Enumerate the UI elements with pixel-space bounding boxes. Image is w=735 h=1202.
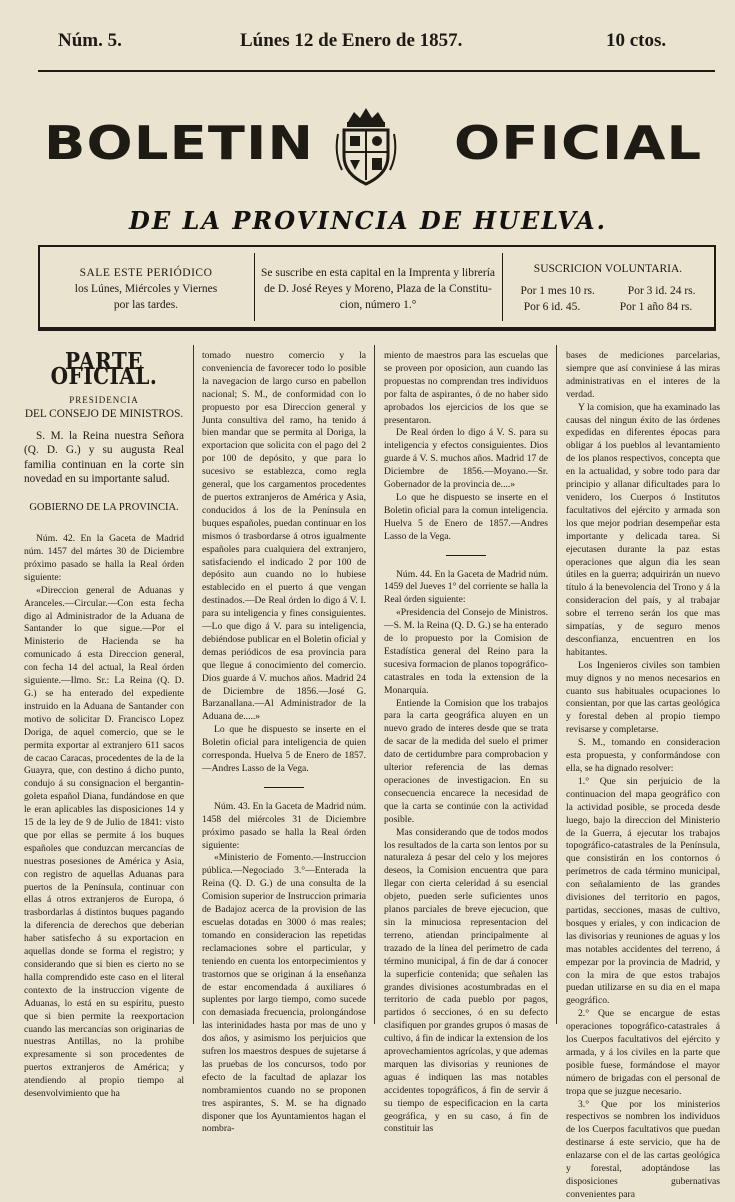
column-divider: [193, 345, 194, 1024]
column-1: [24, 347, 184, 1101]
column-2: [202, 350, 366, 1136]
article-paragraph: Y la comision, que ha examinado las causas del ningun éxito de las órdenes expedidas en diferentes épocas para obligar á los pueblos al levantamiento de los planos respectivos, concepta que en la actualidad, y sobre todo para dar principio y allanar dificultades para lo venidero, los Cuerpos ó Institutos facultativos del ejército y armada son los que mejor podrian desempeñar esta importante y delicada tarea. Si ejecutasen durante la paz estas operaciones que algun dia les sean útiles en la guerra; adquirirán un nuevo título á la benevolencia del Trono y á la consideracion del país, y al trabajar sobre el terreno serán los que mas simpatías, y de seguro menos desconfianza, encuentren en los habitantes.: [566, 401, 720, 658]
subscription-place-line1: Se suscribe en esta capital en la Imprenta y librería: [260, 267, 496, 279]
column-divider: [556, 345, 557, 1024]
price-row: [504, 299, 712, 315]
article-paragraph: Entiende la Comision que los trabajos para la carta geográfica aluyen en un nuevo grado de interes desde que se trata de sacar de la medida del suelo el primer dato de certidumbre para comprobacion y ulterior referencia de las demas operaciones de investigacion. En su consecuencia encarece la necesidad de que la carta se continúe con la actividad posible.: [384, 697, 548, 825]
subscription-place-line2: de D. José Reyes y Moreno, Plaza de la Constitu-: [264, 283, 492, 295]
column-4: [566, 350, 720, 1202]
article-paragraph: «Presidencia del Consejo de Ministros.—S. M. la Reina (Q. D. G.) se ha enterado de lo propuesto por la Comision de Estadística general del Reino para la sucesiva formacion de planos topográfico-catastrales en toda la extension de la Monarquía.: [384, 607, 548, 696]
header-line: [40, 30, 713, 52]
column-3: [384, 350, 548, 1136]
masthead-subtitle: DE LA PROVINCIA DE HUELVA.: [129, 206, 607, 235]
issue-date: Lúnes 12 de Enero de 1857.: [240, 30, 463, 51]
price-cell: Por 1 mes 10 rs.: [520, 285, 595, 297]
article-paragraph: Núm. 43. En la Gaceta de Madrid núm. 1458 del miércoles 31 de Diciembre próximo pasado se halla la Real órden siguiente:: [202, 800, 366, 851]
price-row: [504, 283, 712, 299]
top-rule: [38, 70, 715, 72]
publication-days: [40, 265, 252, 345]
subscription-place-line3: cion, número 1.°: [339, 299, 417, 311]
article-paragraph: Los Ingenieros civiles son tambien muy dignos y no menos necesarios en cuanto sus habituales ocupaciones lo consientan, por que las cartas geológica y forestal deben al propio tiempo revisarse y completarse.: [566, 659, 720, 736]
article-paragraph: 2.° Que se encargue de estas operaciones topográfico-catastrales á los Cuerpos facultativos del ejército y armada, y á los civiles en la parte que posible fuese, formándose el mayor número de brigadas con el personal de tropa que se juzgue necesario.: [566, 1008, 720, 1097]
price-cell: Por 3 id. 24 rs.: [627, 285, 696, 297]
coat-of-arms-icon: [334, 104, 398, 188]
separator: [202, 782, 366, 795]
issue-price: 10 ctos.: [606, 30, 667, 51]
issue-number: Núm. 5.: [58, 30, 122, 51]
royal-health-notice: S. M. la Reina nuestra Señora (Q. D. G.) y su augusta Real familia continuan en la corte sin novedad en su importante salud.: [24, 430, 184, 485]
publication-days-text: los Lúnes, Miércoles y Viernes: [74, 283, 218, 295]
title-oficial: OFICIAL: [454, 116, 703, 170]
publication-days-title: SALE ESTE PERIÓDICO: [79, 267, 213, 279]
article-paragraph: tomado nuestro comercio y la conveniencia de favorecer todo lo posible la navegacion de largo curso en pabellon nacional; S. M., de conformidad con lo propuesto por esa Direccion general y Junta consultiva del ramo, ha tenido á bien mandar que se permita al Doriga, la exportacion que solicita con el pago del 2 por 100 de depósito, y que para lo sucesivo se establezca, como regla general, que los cargamentos procedentes de puertos extranjeros de América y Asia, conducidos á los de la Península en buques españoles, puedan continuar en los mismos ó trasbordarse á otros igualmente españoles para cualquiera del extranjero, satisfaciendo el indicado 2 por 100 de depósito aun cuando no lo hubiese establecido en el puerto á que vengan destinados.—De Real órden lo digo á V. I. para su inteligencia y fines consiguientes.—Lo que digo á V. para su inteligencia, debiéndose publicar en el Boletin oficial y demas periódicos de esa provincia para que llegue á conocimiento del comercio. Dios guarde á V. muchos años. Madrid 24 de Diciembre de 1856.—José G. Barzanallana.—Al Administrador de la Aduana de.....»: [202, 350, 366, 723]
section-heading: PARTE OFICIAL.: [50, 347, 158, 390]
consejo-heading: DEL CONSEJO DE MINISTROS.: [24, 407, 184, 420]
article-paragraph: Mas considerando que de todos modos los resultados de la carta son lentos por su naturaleza á pesar del celo y los mejores deseos, la Comision encuentra que para llegar con cierta celeridad á su esencial objeto, pueden serle suficientes unos planos parciales de breve ejecucion, que sin la minuciosa representacion del terreno, atiendan principalmente al trazado de la línea del perímetro de cada término municipal, á fin de dar á conocer la superficie contenida; que señalen las grandes divisiones acostumbradas en el territorio de cada pueblo por pagos, partidos ó secciones, ó en su defecto clasifiquen por grandes grupos ó masas de cultivo, á fin de indicar la extension de los aprovechamientos agrícolas, y que ademas marquen las divisorias y reuniones de aguas é indiquen las mas notables accidentes topográficos, á fin de servir á su tiempo de especificacion en la carta geográfica, y en su caso, á fin de constituir las: [384, 826, 548, 1135]
title-boletin: BOLETIN: [44, 116, 315, 170]
box-divider: [502, 253, 503, 321]
price-cell: Por 6 id. 45.: [523, 301, 581, 313]
subscription-prices: [504, 261, 712, 341]
article-paragraph: Lo que he dispuesto se inserte en el Boletin oficial para inteligencia de quien corresponda. Huelva 5 de Enero de 1857.—Andres Lasso de la Vega.: [202, 724, 366, 774]
article-paragraph: De Real órden lo digo á V. S. para su inteligencia y efectos consiguientes. Dios guarde á V. S. muchos años. Madrid 17 de Diciembre de 1856.—Moyano.—Sr. Gobernador de la provincia de....»: [384, 427, 548, 491]
subscription-title: SUSCRICION VOLUNTARIA.: [533, 263, 683, 275]
article-paragraph: Lo que he dispuesto se inserte en el Boletin oficial para la comun inteligencia. Huelva 5 de Enero de 1857.—Andres Lasso de la Vega.: [384, 491, 548, 542]
masthead: [40, 104, 703, 204]
presidencia-label: PRESIDENCIA: [69, 394, 139, 405]
price-cell: Por 1 año 84 rs.: [619, 301, 693, 313]
article-paragraph: bases de mediciones parcelarias, siempre que así conviniese á las miras administrativas en el interes de la verdad.: [566, 350, 720, 400]
subscription-box: [38, 245, 716, 331]
article-paragraph: 3.° Que por los ministerios respectivos se nombren los individuos de los Cuerpos facultativos que puedan destinarse á este servicio, que ha de enlazarse con el de las cartas geológica y forestal, adoptándose las disposiciones gubernativas convenientes para: [566, 1098, 720, 1200]
publication-days-time: por las tardes.: [113, 299, 179, 311]
separator: [384, 550, 548, 563]
column-divider: [374, 345, 375, 1024]
box-divider: [254, 253, 255, 321]
article-paragraph: S. M., tomando en consideracion esta propuesta, y conformándose con ella, se ha dignado resolver:: [566, 737, 720, 774]
article-paragraph: 1.° Que sin perjuicio de la continuacion del mapa geográfico con la actividad posible, se proceda desde luego, bajo la direccion del Ministerio de la Guerra, á ejecutar los trabajos topográfico-catastrales de la Península, que consistirán en los contornos ó perímetros de cada término municipal, con señalamiento de las grandes divisiones del territorio en pagos, partidas, secciones, masas de cultivo, bosques y eriales, y con indicacion de las divisorias y reuniones de aguas y los mas notables accidentes del terreno, á empezar por la provincia de Madrid, y con la mira de que estos trabajos puedan utilizarse en su dia en el mapa geográfico.: [566, 775, 720, 1007]
gobierno-heading: GOBIERNO DE LA PROVINCIA.: [29, 502, 179, 514]
subscription-place: [256, 265, 500, 345]
article-paragraph: miento de maestros para las escuelas que se proveen por oposicion, aun cuando las propuestas no comprendan tres individuos por falta de aspirantes, ó de no haber sido aprobados los ejercicios de los que se presentaron.: [384, 350, 548, 426]
article-paragraph: «Direccion general de Aduanas y Aranceles.—Circular.—Con esta fecha digo al Administrador de la Aduana de Santander lo que sigue.—Por el Ministerio de Hacienda se ha comunicado á esta Direccion general, con fecha 14 del actual, la Real órden siguiente.—Ilmo. Sr.: La Reina (Q. D. G.) se ha enterado del expediente instruido en la Aduana de Santander con motivo de solicitar D. Francisco Lopez Doriga, de aquel comercio, que se le permita exportar al extranjero 611 sacos de cacao Caracas, procedentes de la de la Guayra, que, con destino á dicho punto, condujo á su consignacion el bergantin-goleta español Diana, fundándose en que le eran aplicables las disposiciones 14 y 15 de la ley de 9 de Julio de 1841: visto que por ellas se permite á los buques españoles que conduzcan mercancías de nuestras posesiones de América y Asia, con registro de aquellas Aduanas para puertos de la Península, continuar con ellas á otros extranjeros de Europa, ó trasbordarlas á distintos buques pagando la diferencia de derechos que deberian haber satisfecho á su exportacion en aquellas donde se forma el registro; y considerando que si bien es cierto no se halla comprendido este caso en el literal contexto de la instruccion vigente de Aduanas, lo está en su espíritu, puesto que si bien permite la reexportacion cuando las mercancías son originarias de nuestras Antillas, no la prohibe expresamente si son procedentes de puertos extranjeros de América; y atendiendo al propio tiempo al desenvolvimiento que ha: [24, 584, 184, 1100]
article-paragraph: Núm. 42. En la Gaceta de Madrid núm. 1457 del mártes 30 de Diciembre próximo pasado se halla la Real órden siguiente:: [24, 533, 184, 583]
article-paragraph: Núm. 44. En la Gaceta de Madrid núm. 1459 del Jueves 1° del corriente se halla la Real órden siguiente:: [384, 568, 548, 606]
article-paragraph: «Ministerio de Fomento.—Instruccion pública.—Negociado 3.°—Enterada la Reina (Q. D. G.) de una consulta de la Comision superior de Instruccion primaria de Badajoz acerca de la provision de las escuelas dotadas en 3000 ó mas reales; tomando en consideracion las repetidas reclamaciones sobre el particular, y teniendo en cuenta los entorpecimientos y trastornos que se originan á la enseñanza de estar encomendada á auxiliares ó suplentes por largo tiempo, como sucede con demasiada frecuencia, prolongándose las interinidades hasta por mas de uno y dos años, y asimismo los perjuicios que sufren los maestros despues de sujetarse á las pruebas de los concursos, todo por efecto de la facultad de aplazar los nombramientos cuando no se proponen tres aspirantes, S. M. se ha dignado disponer que los Ayuntamientos hagan el nombra-: [202, 852, 366, 1135]
